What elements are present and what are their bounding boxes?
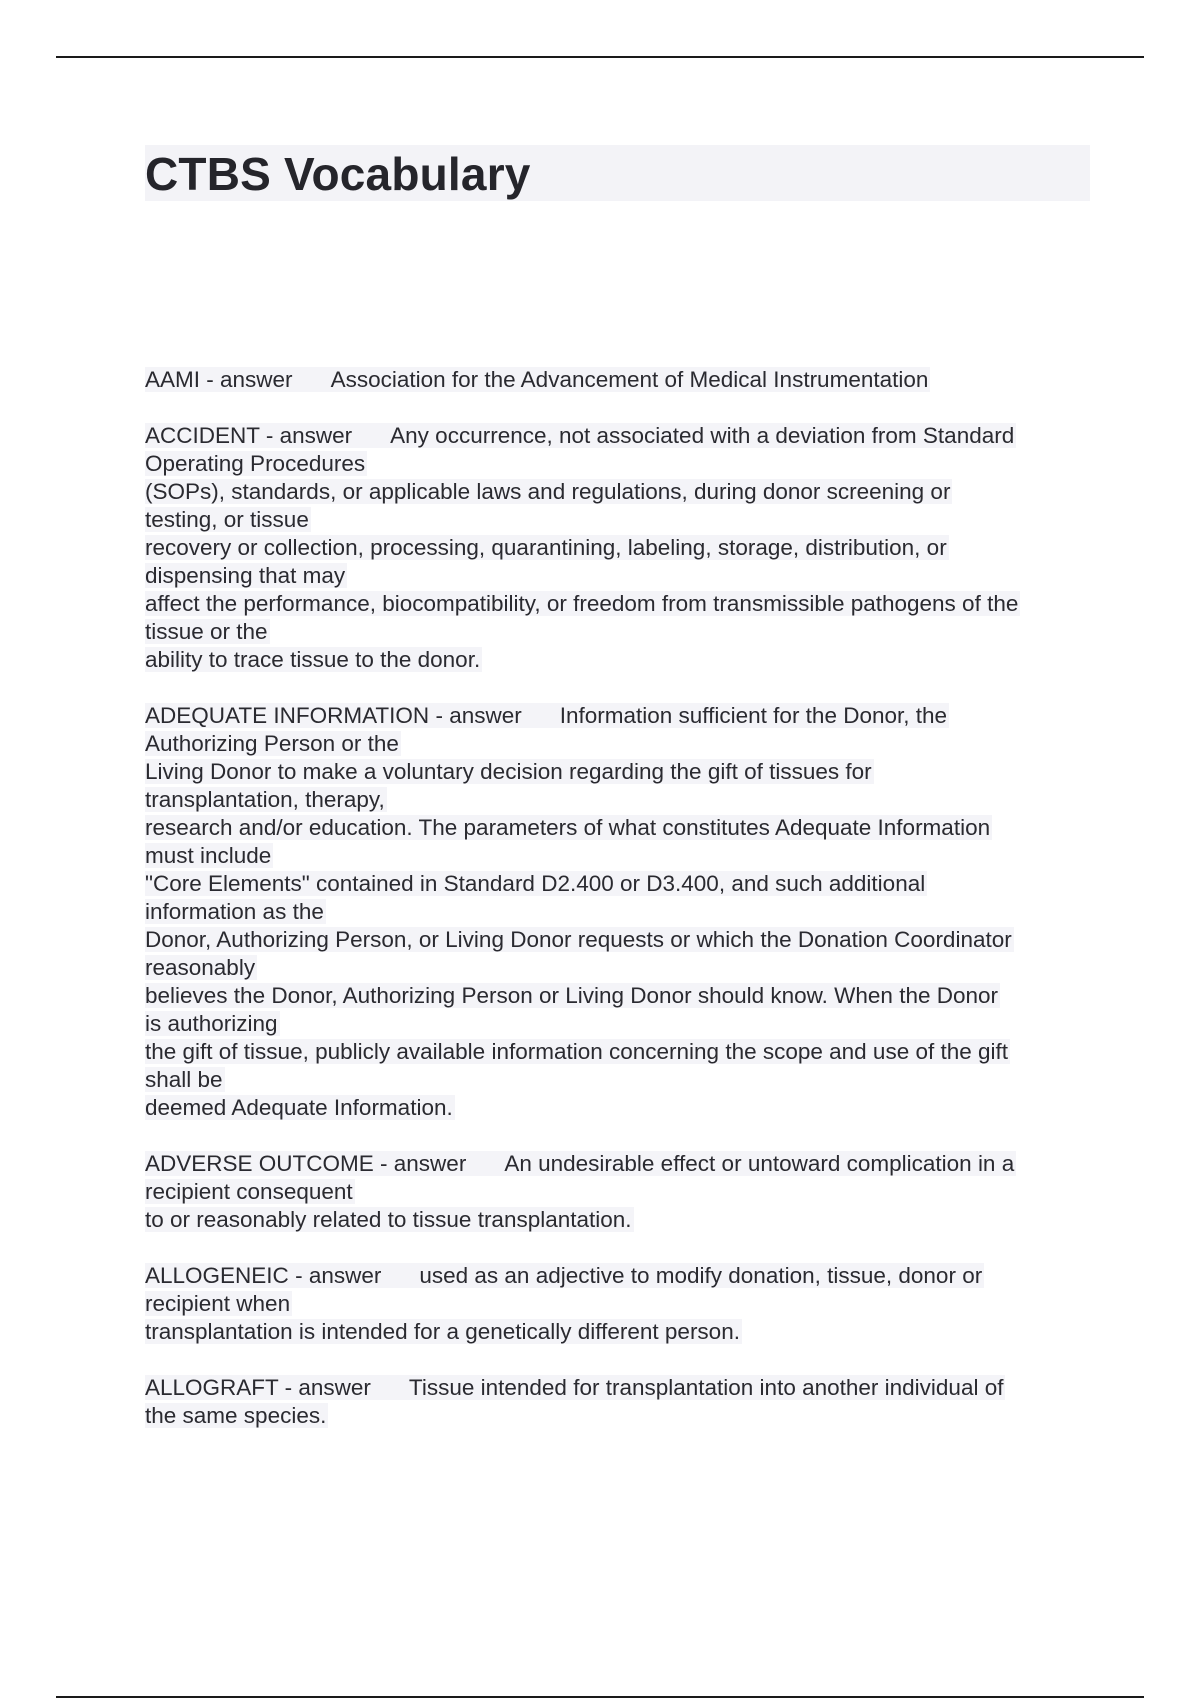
entry-definition-start: Association for the Advancement of Medical Instrumentation (330, 367, 929, 392)
vocabulary-entry (145, 1150, 1090, 1234)
entry-definition-line (145, 1206, 1090, 1234)
entry-definition-text: recovery or collection, processing, quarantining, labeling, storage, distribution, or (145, 535, 947, 560)
vocabulary-entry (145, 1374, 1090, 1430)
entry-definition-text: testing, or tissue (145, 507, 309, 532)
entry-definition-line (145, 842, 1090, 870)
entry-first-line (145, 366, 1090, 394)
entry-definition-text: Donor, Authorizing Person, or Living Donor requests or which the Donation Coordinator (145, 927, 1012, 952)
entry-definition-line (145, 646, 1090, 674)
entry-answer-label: answer (279, 423, 353, 448)
entry-definition-line (145, 1066, 1090, 1094)
entry-definition-text: affect the performance, biocompatibility, or freedom from transmissible pathogens of the (145, 591, 1019, 616)
bottom-rule (56, 1696, 1144, 1698)
entry-definition-line (145, 1290, 1090, 1318)
entry-definition-text: recipient when (145, 1291, 291, 1316)
entry-definition-line (145, 618, 1090, 646)
entry-definition-start: An undesirable effect or untoward complication in a (504, 1151, 1015, 1176)
entry-separator: - (429, 703, 450, 728)
entry-definition-start: Information sufficient for the Donor, the (559, 703, 948, 728)
entry-definition-line (145, 478, 1090, 506)
entry-definition-line (145, 898, 1090, 926)
entry-first-line (145, 422, 1090, 450)
entry-term: ALLOGENEIC (145, 1263, 289, 1288)
entry-definition-line (145, 450, 1090, 478)
entry-definition-line (145, 1010, 1090, 1038)
entry-definition-text: Living Donor to make a voluntary decision regarding the gift of tissues for (145, 759, 872, 784)
entry-definition-line (145, 1094, 1090, 1122)
entry-definition-line (145, 590, 1090, 618)
entry-definition-line (145, 562, 1090, 590)
entry-definition-text: the same species. (145, 1403, 327, 1428)
entry-definition-text: must include (145, 843, 272, 868)
entry-separator: - (259, 423, 280, 448)
entry-separator: - (278, 1375, 299, 1400)
entry-definition-text: Operating Procedures (145, 451, 366, 476)
entry-answer-label: answer (298, 1375, 371, 1400)
entry-first-line-highlight (145, 423, 1016, 448)
entry-first-line-highlight (145, 367, 930, 392)
entry-first-line (145, 1262, 1090, 1290)
entry-definition-text: research and/or education. The parameters of what constitutes Adequate Information (145, 815, 991, 840)
entry-term: ADVERSE OUTCOME (145, 1151, 374, 1176)
entry-separator: - (200, 367, 221, 392)
page-title: CTBS Vocabulary (145, 148, 531, 200)
entry-definition-text: believes the Donor, Authorizing Person or Living Donor should know. When the Donor (145, 983, 999, 1008)
entry-separator: - (373, 1151, 394, 1176)
entry-answer-label: answer (393, 1151, 467, 1176)
vocabulary-list (145, 366, 1090, 1458)
entry-definition-text: deemed Adequate Information. (145, 1095, 453, 1120)
entry-definition-text: transplantation, therapy, (145, 787, 385, 812)
entry-answer-label: answer (308, 1263, 382, 1288)
entry-definition-text: is authorizing (145, 1011, 278, 1036)
entry-definition-line (145, 814, 1090, 842)
entry-definition-line (145, 786, 1090, 814)
entry-definition-line (145, 1038, 1090, 1066)
vocabulary-entry (145, 366, 1090, 394)
entry-term: ACCIDENT (145, 423, 260, 448)
entry-definition-text: the gift of tissue, publicly available information concerning the scope and use of the gift (145, 1039, 1009, 1064)
entry-definition-text: information as the (145, 899, 324, 924)
entry-definition-text: ability to trace tissue to the donor. (145, 647, 481, 672)
entry-definition-text: shall be (145, 1067, 223, 1092)
entry-first-line (145, 1374, 1090, 1402)
entry-definition-text: transplantation is intended for a genetically different person. (145, 1319, 740, 1344)
entry-definition-line (145, 870, 1090, 898)
entry-definition-line (145, 982, 1090, 1010)
entry-answer-label: answer (449, 703, 522, 728)
entry-definition-text: dispensing that may (145, 563, 346, 588)
entry-first-line-highlight (145, 1151, 1016, 1176)
entry-term: ADEQUATE INFORMATION (145, 703, 430, 728)
entry-definition-text: tissue or the (145, 619, 268, 644)
entry-definition-start: used as an adjective to modify donation, tissue, donor or (419, 1263, 983, 1288)
entry-first-line (145, 702, 1090, 730)
entry-definition-line (145, 1178, 1090, 1206)
entry-answer-label: answer (220, 367, 293, 392)
entry-definition-text: Authorizing Person or the (145, 731, 399, 756)
entry-definition-text: (SOPs), standards, or applicable laws and regulations, during donor screening or (145, 479, 951, 504)
entry-definition-line (145, 730, 1090, 758)
vocabulary-entry (145, 422, 1090, 674)
entry-first-line (145, 1150, 1090, 1178)
entry-definition-line (145, 954, 1090, 982)
entry-definition-line (145, 1402, 1090, 1430)
entry-separator: - (288, 1263, 309, 1288)
entry-definition-text: reasonably (145, 955, 256, 980)
entry-first-line-highlight (145, 1375, 1005, 1400)
entry-definition-line (145, 1318, 1090, 1346)
top-rule (56, 56, 1144, 58)
entry-definition-text: recipient consequent (145, 1179, 353, 1204)
entry-definition-start: Any occurrence, not associated with a deviation from Standard (390, 423, 1015, 448)
entry-definition-line (145, 758, 1090, 786)
entry-definition-text: "Core Elements" contained in Standard D2.400 or D3.400, and such additional (145, 871, 926, 896)
entry-first-line-highlight (145, 703, 949, 728)
entry-first-line-highlight (145, 1263, 984, 1288)
entry-definition-line (145, 534, 1090, 562)
entry-term: AAMI (145, 367, 201, 392)
entry-definition-start: Tissue intended for transplantation into another individual of (408, 1375, 1004, 1400)
entry-term: ALLOGRAFT (145, 1375, 279, 1400)
entry-definition-text: to or reasonably related to tissue transplantation. (145, 1207, 632, 1232)
entry-definition-line (145, 926, 1090, 954)
vocabulary-entry (145, 702, 1090, 1122)
vocabulary-entry (145, 1262, 1090, 1346)
entry-definition-line (145, 506, 1090, 534)
